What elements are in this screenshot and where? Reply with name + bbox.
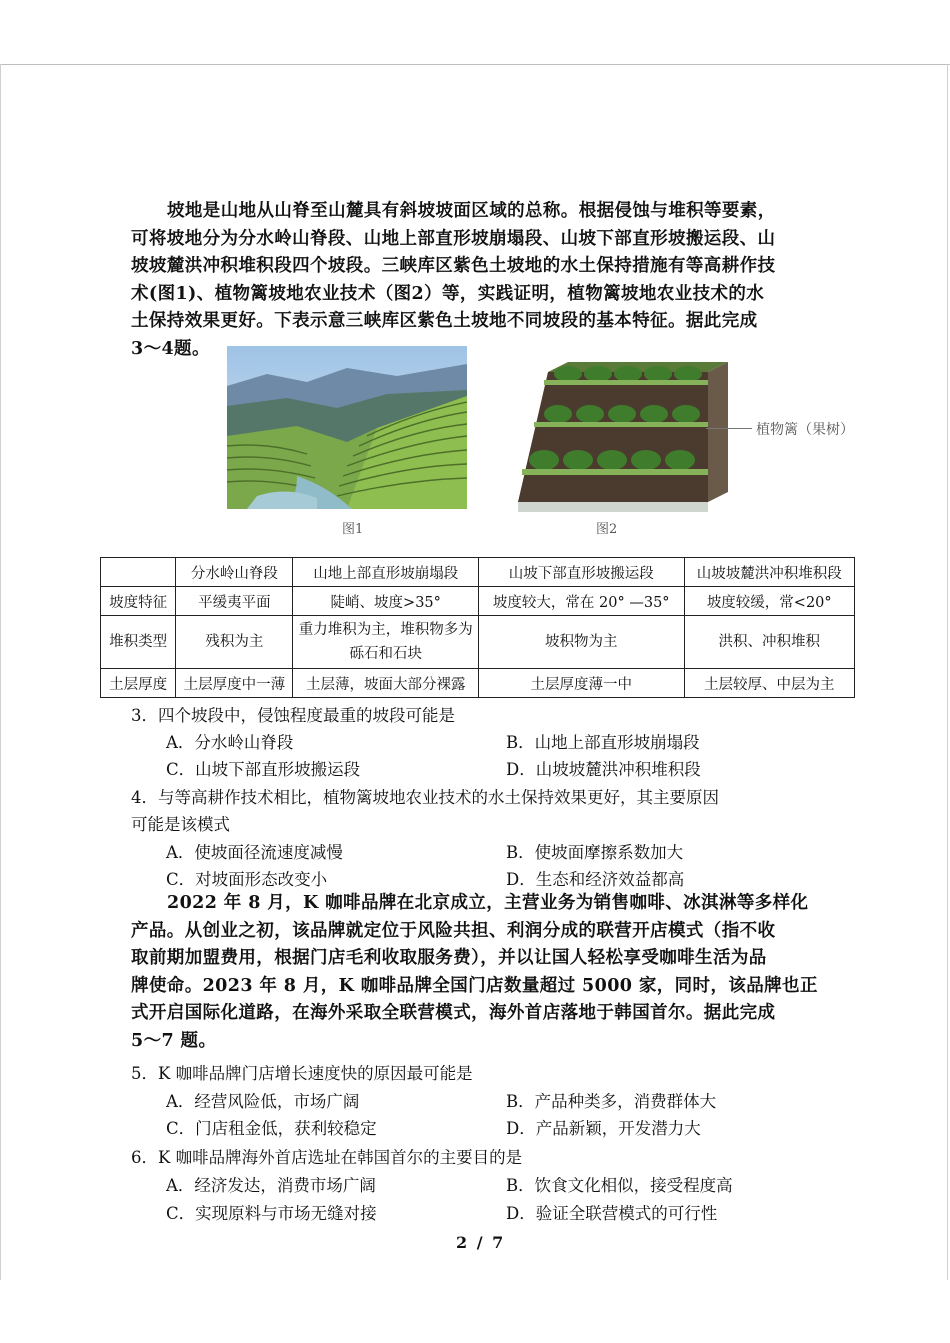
figure-1-caption: 图1 bbox=[342, 522, 364, 537]
paragraph-line: 2022 年 8 月，K 咖啡品牌在北京成立，主营业务为销售咖啡、冰淇淋等多样化 bbox=[167, 893, 809, 913]
question-5-stem: 5．K 咖啡品牌门店增长速度快的原因最可能是 bbox=[131, 1064, 473, 1083]
page-number: 2 / 7 bbox=[456, 1233, 506, 1252]
question-4-option-a: A．使坡面径流速度减慢 bbox=[166, 843, 343, 862]
slope-segment-table bbox=[100, 557, 855, 698]
question-6-option-d: D．验证全联营模式的可行性 bbox=[506, 1204, 718, 1223]
question-6-option-c: C．实现原料与市场无缝对接 bbox=[166, 1204, 377, 1223]
question-3-option-b: B．山地上部直形坡崩塌段 bbox=[506, 733, 700, 752]
figure-2-caption: 图2 bbox=[596, 522, 618, 537]
intro-line: 可将坡地分为分水岭山脊段、山地上部直形坡崩塌段、山坡下部直形坡搬运段、山 bbox=[131, 228, 776, 249]
table-cell: 分水岭山脊段 bbox=[176, 558, 293, 587]
table-cell: 土层厚度 bbox=[101, 669, 176, 698]
paragraph-line: 产品。从创业之初，该品牌就定位于风险共担、利润分成的联营开店模式（指不收 bbox=[131, 920, 776, 941]
table-row bbox=[101, 669, 855, 698]
question-4-option-c: C．对坡面形态改变小 bbox=[166, 870, 328, 889]
coffee-brand-paragraph bbox=[131, 890, 831, 1055]
question-3-stem: 3．四个坡段中，侵蚀程度最重的坡段可能是 bbox=[131, 706, 455, 725]
intro-line: 术(图1)、植物篱坡地农业技术（图2）等，实践证明，植物篱坡地农业技术的水 bbox=[131, 283, 765, 304]
intro-line: 坡地是山地从山脊至山麓具有斜坡坡面区域的总称。根据侵蚀与堆积等要素， bbox=[167, 201, 776, 221]
table-cell: 山地上部直形坡崩塌段 bbox=[293, 558, 478, 587]
question-5-option-c: C．门店租金低，获利较稳定 bbox=[166, 1119, 377, 1138]
intro-paragraph bbox=[131, 198, 831, 363]
question-3-option-d: D．山坡坡麓洪冲积堆积段 bbox=[506, 760, 701, 779]
table-cell: 堆积类型 bbox=[101, 616, 176, 669]
paragraph-line: 牌使命。2023 年 8 月，K 咖啡品牌全国门店数量超过 5000 家，同时，该品牌也正 bbox=[131, 975, 818, 996]
table-cell: 残积为主 bbox=[176, 616, 293, 669]
question-3-option-a: A．分水岭山脊段 bbox=[166, 733, 294, 752]
intro-line: 土保持效果更好。下表示意三峡库区紫色土坡地不同坡段的基本特征。据此完成 bbox=[131, 311, 758, 331]
paragraph-line: 5～7 题。 bbox=[131, 1030, 217, 1051]
table-cell: 坡度较缓，常<20° bbox=[684, 587, 855, 616]
question-6-option-a: A．经济发达，消费市场广阔 bbox=[166, 1176, 376, 1195]
table-row bbox=[101, 587, 855, 616]
question-6-stem: 6．K 咖啡品牌海外首店选址在韩国首尔的主要目的是 bbox=[131, 1148, 523, 1167]
paragraph-line: 取前期加盟费用，根据门店毛利收取服务费），并以让国人轻松享受咖啡生活为品 bbox=[131, 948, 767, 968]
intro-line: 坡坡麓洪冲积堆积段四个坡段。三峡库区紫色土坡地的水土保持措施有等高耕作技 bbox=[131, 256, 776, 276]
table-row bbox=[101, 616, 855, 669]
table-cell: 山坡坡麓洪冲积堆积段 bbox=[684, 558, 855, 587]
question-4-stem-line-2: 可能是该模式 bbox=[131, 815, 230, 834]
page-left-border bbox=[0, 64, 1, 1280]
page-right-border bbox=[947, 64, 948, 1280]
question-6-option-b: B．饮食文化相似，接受程度高 bbox=[506, 1176, 733, 1195]
table-header-row bbox=[101, 558, 855, 587]
table-cell: 土层厚度薄一中 bbox=[478, 669, 684, 698]
intro-line: 3～4题。 bbox=[131, 338, 210, 359]
question-5-option-a: A．经营风险低，市场广阔 bbox=[166, 1092, 360, 1111]
table-cell: 陡峭、坡度>35° bbox=[293, 587, 478, 616]
table-cell: 土层较厚、中层为主 bbox=[684, 669, 855, 698]
hedgerow-slope-diagram bbox=[508, 352, 733, 512]
table-cell: 土层薄，坡面大部分裸露 bbox=[293, 669, 478, 698]
table-cell: 坡积物为主 bbox=[478, 616, 684, 669]
table-cell: 平缓夷平面 bbox=[176, 587, 293, 616]
page-top-border bbox=[0, 64, 950, 65]
figure-2-leader-line bbox=[706, 428, 752, 429]
question-4-stem-line-1: 4．与等高耕作技术相比，植物篱坡地农业技术的水土保持效果更好，其主要原因 bbox=[131, 788, 719, 807]
table-cell: 土层厚度中一薄 bbox=[176, 669, 293, 698]
table-cell: 山坡下部直形坡搬运段 bbox=[478, 558, 684, 587]
table-cell bbox=[101, 558, 176, 587]
question-4-option-b: B．使坡面摩擦系数加大 bbox=[506, 843, 684, 862]
question-4-option-d: D．生态和经济效益都高 bbox=[506, 870, 685, 889]
table-cell: 重力堆积为主，堆积物多为砾石和石块 bbox=[293, 616, 478, 669]
terraced-fields-photo bbox=[227, 346, 467, 509]
question-5-option-d: D．产品新颖，开发潜力大 bbox=[506, 1119, 701, 1138]
paragraph-line: 式开启国际化道路，在海外采取全联营模式，海外首店落地于韩国首尔。据此完成 bbox=[131, 1003, 776, 1023]
question-3-option-c: C．山坡下部直形坡搬运段 bbox=[166, 760, 361, 779]
figure-2-label: 植物篱（果树） bbox=[756, 422, 854, 438]
table-cell: 坡度较大，常在 20° —35° bbox=[478, 587, 684, 616]
table-cell: 坡度特征 bbox=[101, 587, 176, 616]
table-cell: 洪积、冲积堆积 bbox=[684, 616, 855, 669]
question-5-option-b: B．产品种类多，消费群体大 bbox=[506, 1092, 717, 1111]
